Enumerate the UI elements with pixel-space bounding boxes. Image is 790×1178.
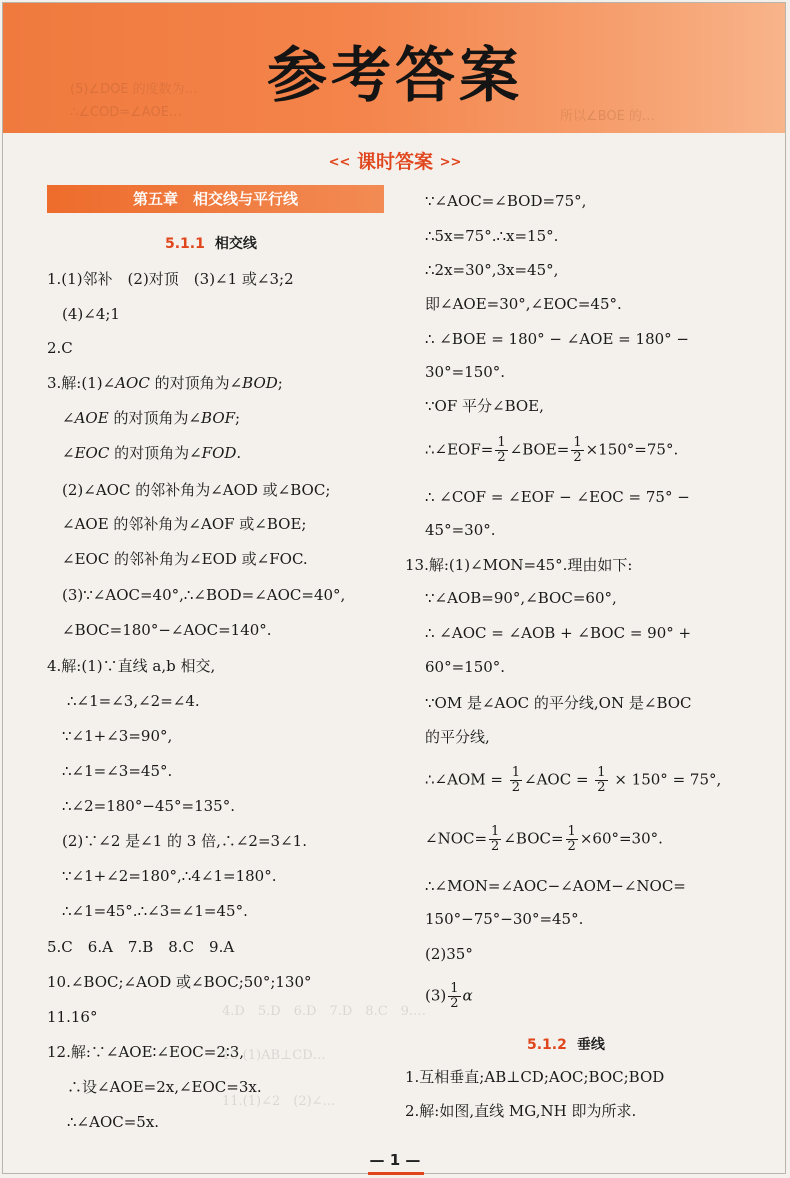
subsection-number: 5.1.1: [165, 236, 205, 252]
left-arrow-icon: <<: [328, 155, 351, 170]
fraction: $\frac{1}{2}$: [450, 981, 459, 1011]
answer-line: ∠EOC 的对顶角为∠FOD.: [62, 444, 242, 462]
answer-line: (2)∠AOC 的邻补角为∠AOD 或∠BOC;: [62, 481, 331, 499]
fraction: $\frac{1}{2}$: [567, 824, 576, 854]
answer-line: ∵∠AOB=90°,∠BOC=60°,: [425, 589, 617, 607]
answer-line: 13.解:(1)∠MON=45°.理由如下:: [405, 556, 633, 574]
answer-line: 150°−75°−30°=45°.: [425, 910, 584, 928]
answer-line: 10.∠BOC;∠AOD 或∠BOC;50°;130°: [47, 973, 312, 991]
bleed-through-text: 10.(1)AB⊥CD…: [222, 1048, 326, 1063]
chapter-title: 第五章 相交线与平行线: [47, 185, 384, 213]
answer-line: (2)∵∠2 是∠1 的 3 倍,∴∠2=3∠1.: [62, 832, 307, 850]
bleed-through-text: ∴∠COD=∠AOE…: [70, 105, 182, 120]
answer-line: ∵OM 是∠AOC 的平分线,ON 是∠BOC: [425, 694, 692, 712]
fraction: $\frac{1}{2}$: [491, 824, 500, 854]
subsection-title: 相交线: [214, 236, 257, 252]
fraction: $\frac{1}{2}$: [497, 435, 506, 465]
answer-line: ∴设∠AOE=2x,∠EOC=3x.: [67, 1078, 262, 1096]
answer-line: ∵∠AOC=∠BOD=75°,: [425, 192, 587, 210]
answer-line: 即∠AOE=30°,∠EOC=45°.: [425, 295, 622, 313]
fraction: $\frac{1}{2}$: [511, 765, 520, 795]
subsection-title: 垂线: [576, 1037, 605, 1053]
answer-line: ∴∠MON=∠AOC−∠AOM−∠NOC=: [425, 877, 686, 895]
answer-line: 30°=150°.: [425, 363, 506, 381]
answer-line: ∠EOC 的邻补角为∠EOD 或∠FOC.: [62, 550, 308, 568]
answer-line: 2.C: [47, 339, 73, 357]
answer-line: (3) $\frac{1}{2}$ α: [425, 981, 473, 1011]
answer-line: ∴∠2=180°−45°=135°.: [62, 797, 235, 815]
answer-line: ∴∠AOC=5x.: [67, 1113, 160, 1131]
answer-line: ∠NOC= $\frac{1}{2}$ ∠BOC= $\frac{1}{2}$ ×60°=30°.: [425, 824, 663, 854]
answer-line: ∴∠AOM = $\frac{1}{2}$ ∠AOC = $\frac{1}{2}$ × 150° = 75°,: [425, 765, 722, 795]
answer-line: 45°=30°.: [425, 521, 496, 539]
answer-line: ∴∠EOF= $\frac{1}{2}$ ∠BOE= $\frac{1}{2}$ ×150°=75°.: [425, 435, 679, 465]
answer-line: ∠AOE 的对顶角为∠BOF;: [62, 409, 241, 427]
subsection-heading: [527, 1035, 605, 1055]
section-title: 课时答案: [356, 151, 433, 173]
answer-line: (3)∵∠AOC=40°,∴∠BOD=∠AOC=40°,: [62, 586, 346, 604]
answer-line: 5.C 6.A 7.B 8.C 9.A: [47, 938, 235, 956]
answer-line: (4)∠4;1: [62, 305, 120, 323]
answer-line: (2)35°: [425, 945, 473, 963]
answer-line: ∴∠1=∠3=45°.: [62, 762, 173, 780]
answer-line: 的平分线,: [425, 728, 490, 746]
answer-line: ∠BOC=180°−∠AOC=140°.: [62, 621, 272, 639]
answer-line: ∴ ∠COF = ∠EOF − ∠EOC = 75° −: [425, 488, 690, 506]
bleed-through-text: 所以∠BOE 的…: [560, 109, 655, 124]
section-banner: [0, 147, 790, 174]
subsection-number: 5.1.2: [527, 1037, 567, 1053]
answer-line: ∴∠1=45°.∴∠3=∠1=45°.: [62, 902, 248, 920]
answer-line: ∴2x=30°,3x=45°,: [425, 261, 559, 279]
answer-line: 3.解:(1)∠AOC 的对顶角为∠BOD;: [47, 374, 283, 392]
answer-line: ∵∠1+∠3=90°,: [62, 727, 173, 745]
footer-rule: [368, 1172, 424, 1175]
answer-line: 1.互相垂直;AB⊥CD;AOC;BOC;BOD: [405, 1068, 665, 1086]
answer-line: ∵∠1+∠2=180°,∴4∠1=180°.: [62, 867, 277, 885]
subsection-heading: [165, 234, 257, 254]
bleed-through-text: 4.D 5.D 6.D 7.D 8.C 9.…: [222, 1004, 427, 1019]
answer-line: 11.16°: [47, 1008, 98, 1026]
fraction: $\frac{1}{2}$: [597, 765, 606, 795]
answer-line: 12.解:∵∠AOE∶∠EOC=2∶3,: [47, 1043, 245, 1061]
page-number: — 1 —: [369, 1151, 421, 1169]
answer-line: 4.解:(1)∵直线 a,b 相交,: [47, 657, 216, 675]
answer-line: 60°=150°.: [425, 658, 506, 676]
fraction: $\frac{1}{2}$: [573, 435, 582, 465]
answer-line: ∴5x=75°.∴x=15°.: [425, 227, 559, 245]
answer-line: ∴ ∠AOC = ∠AOB + ∠BOC = 90° +: [425, 624, 692, 642]
bleed-through-text: 11.(1)∠2 (2)∠…: [222, 1094, 336, 1109]
answer-line: ∴ ∠BOE = 180° − ∠AOE = 180° −: [425, 330, 689, 348]
right-arrow-icon: >>: [439, 155, 462, 170]
bleed-through-text: (5)∠DOE 的度数为…: [70, 82, 198, 97]
answer-line: ∠AOE 的邻补角为∠AOF 或∠BOE;: [62, 515, 307, 533]
answer-line: ∵OF 平分∠BOE,: [425, 397, 544, 415]
answer-line: 1.(1)邻补 (2)对顶 (3)∠1 或∠3;2: [47, 270, 294, 288]
answer-line: 2.解:如图,直线 MG,NH 即为所求.: [405, 1102, 637, 1120]
answer-line: ∴∠1=∠3,∠2=∠4.: [67, 692, 200, 710]
page-title: 参考答案: [267, 41, 523, 111]
